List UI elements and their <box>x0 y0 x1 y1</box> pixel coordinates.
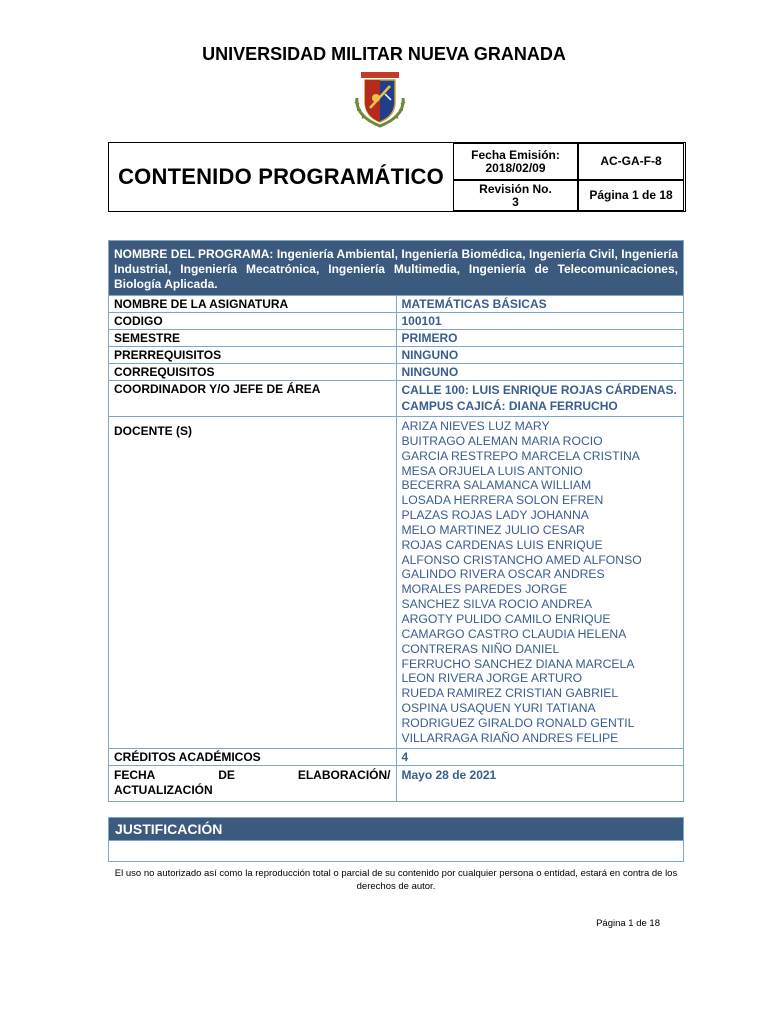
table-row <box>109 748 684 765</box>
table-row <box>109 347 684 364</box>
list-item: VILLARRAGA RIAÑO ANDRES FELIPE <box>401 730 619 745</box>
fecha-label-word-2: DE <box>218 767 235 782</box>
codigo-label: CODIGO <box>109 313 397 330</box>
asignatura-label: NOMBRE DE LA ASIGNATURA <box>109 296 397 313</box>
coordinador-line-2: CAMPUS CAJICÁ: DIANA FERRUCHO <box>401 399 618 413</box>
fecha-emision-label: Fecha Emisión: <box>471 147 560 162</box>
list-item: BECERRA SALAMANCA WILLIAM <box>401 478 592 493</box>
list-item: CONTRERAS NIÑO DANIEL <box>401 641 560 656</box>
list-item: LEON RIVERA JORGE ARTURO <box>401 671 583 686</box>
list-item: OSPINA USAQUEN YURI TATIANA <box>401 701 596 716</box>
justificacion-heading: JUSTIFICACIÓN <box>109 818 684 841</box>
list-item: ARGOTY PULIDO CAMILO ENRIQUE <box>401 611 611 626</box>
creditos-value: 4 <box>396 748 684 765</box>
creditos-label: CRÉDITOS ACADÉMICOS <box>109 748 397 765</box>
list-item: MELO MARTINEZ JULIO CESAR <box>401 522 585 537</box>
coordinador-value <box>396 381 684 417</box>
list-item: SANCHEZ SILVA ROCIO ANDREA <box>401 597 593 612</box>
list-item: PLAZAS ROJAS LADY JOHANNA <box>401 508 589 523</box>
docente-label: DOCENTE (S) <box>109 417 397 749</box>
prerrequisitos-value: NINGUNO <box>396 347 684 364</box>
university-seal-icon <box>349 68 411 130</box>
fecha-emision-value: 2018/02/09 <box>485 160 546 175</box>
asignatura-value: MATEMÁTICAS BÁSICAS <box>396 296 684 313</box>
semestre-value: PRIMERO <box>396 330 684 347</box>
list-item: GARCIA RESTREPO MARCELA CRISTINA <box>401 448 640 463</box>
university-name: UNIVERSIDAD MILITAR NUEVA GRANADA <box>202 44 566 64</box>
table-row <box>109 364 684 381</box>
correquisitos-label: CORREQUISITOS <box>109 364 397 381</box>
document-title: CONTENIDO PROGRAMÁTICO <box>118 163 444 189</box>
list-item: RODRIGUEZ GIRALDO RONALD GENTIL <box>401 715 635 730</box>
coordinador-line-1: CALLE 100: LUIS ENRIQUE ROJAS CÁRDENAS. <box>401 383 677 397</box>
revision-value: 3 <box>512 194 519 209</box>
fecha-elaboracion-value: Mayo 28 de 2021 <box>396 765 684 801</box>
correquisitos-value: NINGUNO <box>396 364 684 381</box>
list-item: BUITRAGO ALEMAN MARIA ROCIO <box>401 433 603 448</box>
list-item: RUEDA RAMIREZ CRISTIAN GABRIEL <box>401 686 619 701</box>
table-row <box>109 296 684 313</box>
fecha-label-word-1: FECHA <box>114 767 156 782</box>
footer-page-number: Página 1 de 18 <box>596 918 660 929</box>
list-item: ARIZA NIEVES LUZ MARY <box>401 419 550 433</box>
fecha-emision-cell <box>453 143 578 180</box>
codigo-value: 100101 <box>396 313 684 330</box>
revision-cell <box>453 180 578 211</box>
prerrequisitos-label: PRERREQUISITOS <box>109 347 397 364</box>
list-item: ALFONSO CRISTANCHO AMED ALFONSO <box>401 552 642 567</box>
list-item: MESA ORJUELA LUIS ANTONIO <box>401 463 583 478</box>
revision-label: Revisión No. <box>479 181 552 196</box>
program-name: NOMBRE DEL PROGRAMA: Ingeniería Ambiental, Ingeniería Biomédica, Ingeniería Civil, Ingeniería Industrial, Ingeniería Mecatrónica, Ingeniería Multimedia, Ingeniería de Telecomunicaciones, Biología Aplicada. <box>109 241 684 296</box>
document-code: AC-GA-F-8 <box>578 143 684 180</box>
list-item: GALINDO RIVERA OSCAR ANDRES <box>401 567 605 582</box>
coordinador-label: COORDINADOR Y/O JEFE DE ÁREA <box>109 381 397 417</box>
docente-list <box>396 417 684 749</box>
fecha-label-word-4: ACTUALIZACIÓN <box>114 782 213 797</box>
justificacion-body <box>109 841 684 862</box>
list-item: CAMARGO CASTRO CLAUDIA HELENA <box>401 626 627 641</box>
table-row <box>109 381 684 417</box>
fecha-elaboracion-label <box>109 765 397 801</box>
semestre-label: SEMESTRE <box>109 330 397 347</box>
table-row <box>109 417 684 749</box>
fecha-label-word-3: ELABORACIÓN/ <box>297 767 391 782</box>
list-item: LOSADA HERRERA SOLON EFREN <box>401 493 604 508</box>
table-row <box>109 313 684 330</box>
course-info-table <box>108 240 684 802</box>
list-item: MORALES PAREDES JORGE <box>401 582 568 597</box>
justificacion-section <box>108 817 684 862</box>
copyright-note: El uso no autorizado así como la reproducción total o parcial de su contenido por cualquier persona o entidad, estará en contra de los derechos de autor. <box>114 868 678 892</box>
document-header <box>108 142 686 212</box>
list-item: FERRUCHO SANCHEZ DIANA MARCELA <box>401 656 635 671</box>
list-item: ROJAS CARDENAS LUIS ENRIQUE <box>401 537 603 552</box>
header-page-number: Página 1 de 18 <box>578 180 684 211</box>
table-row <box>109 330 684 347</box>
table-row <box>109 765 684 801</box>
